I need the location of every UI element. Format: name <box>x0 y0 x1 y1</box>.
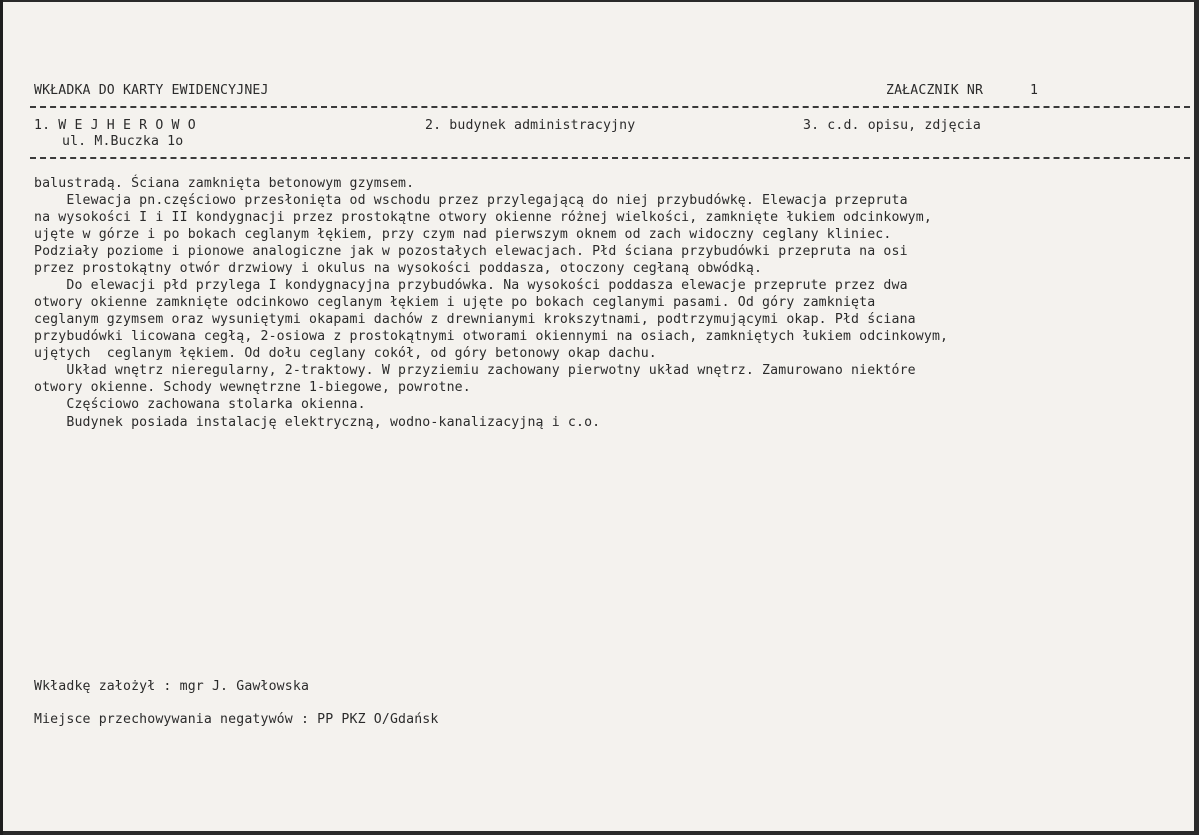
description-line: otwory okienne zamknięte odcinkowo ceglanym łękiem i ujęte po bokach ceglanymi pasami. Od góry zamknięta <box>34 295 876 310</box>
record-rule <box>30 157 1190 159</box>
attachment-label: ZAŁACZNIK NR <box>886 83 984 98</box>
description-line: ceglanym gzymsem oraz wysuniętymi okapami dachów z drewnianymi krokszytnami, podtrzymującymi okap. Płd ściana <box>34 312 916 327</box>
description-line: Częściowo zachowana stolarka okienna. <box>34 397 366 412</box>
record-address: ul. M.Buczka 1o <box>62 134 184 149</box>
card-title: WKŁADKA DO KARTY EWIDENCYJNEJ <box>34 83 269 98</box>
description-line: Układ wnętrz nieregularny, 2-traktowy. W przyziemiu zachowany pierwotny układ wnętrz. Zamurowano niektóre <box>34 363 916 378</box>
attachment-number: 1 <box>1030 83 1039 98</box>
description-line: otwory okienne. Schody wewnętrzne 1-biegowe, powrotne. <box>34 380 471 395</box>
description-line: na wysokości I i II kondygnacji przez prostokątne otwory okienne różnej wielkości, zamknięte łukiem odcinkowym, <box>34 210 932 225</box>
description-line: przybudówki licowana cegłą, 2-osiowa z prostokątnymi otworami okiennymi na osiach, zamkniętych łukiem odcinkowym, <box>34 329 949 344</box>
record-section: 3. c.d. opisu, zdjęcia <box>803 118 981 133</box>
description-line: Podziały poziome i pionowe analogiczne jak w pozostałych elewacjach. Płd ściana przybudówki przepruta na osi <box>34 244 908 259</box>
description-line: ujętych ceglanym łękiem. Od dołu ceglany cokół, od góry betonowy okap dachu. <box>34 346 657 361</box>
description-line: przez prostokątny otwór drzwiowy i okulus na wysokości poddasza, otoczony cegłaną obwódką. <box>34 261 763 276</box>
description-line: ujęte w górze i po bokach ceglanym łękiem, przy czym nad pierwszym oknem od zach widoczny ceglany kliniec. <box>34 227 892 242</box>
record-object: 2. budynek administracyjny <box>425 118 636 133</box>
negatives-location: Miejsce przechowywania negatywów : PP PKZ O/Gdańsk <box>34 712 439 727</box>
record-place: 1. W E J H E R O W O <box>34 118 196 133</box>
description-line: balustradą. Ściana zamknięta betonowym gzymsem. <box>34 176 415 191</box>
description-line: Budynek posiada instalację elektryczną, wodno-kanalizacyjną i c.o. <box>34 415 601 430</box>
header-rule <box>30 106 1190 108</box>
author-line: Wkładkę założył : mgr J. Gawłowska <box>34 679 310 694</box>
description-line: Elewacja pn.częściowo przesłonięta od wschodu przez przylegającą do niej przybudówkę. Elewacja przepruta <box>34 193 908 208</box>
record-card <box>3 2 1194 831</box>
description-line: Do elewacji płd przylega I kondygnacyjna przybudówka. Na wysokości poddasza elewacje przeprute przez dwa <box>34 278 908 293</box>
